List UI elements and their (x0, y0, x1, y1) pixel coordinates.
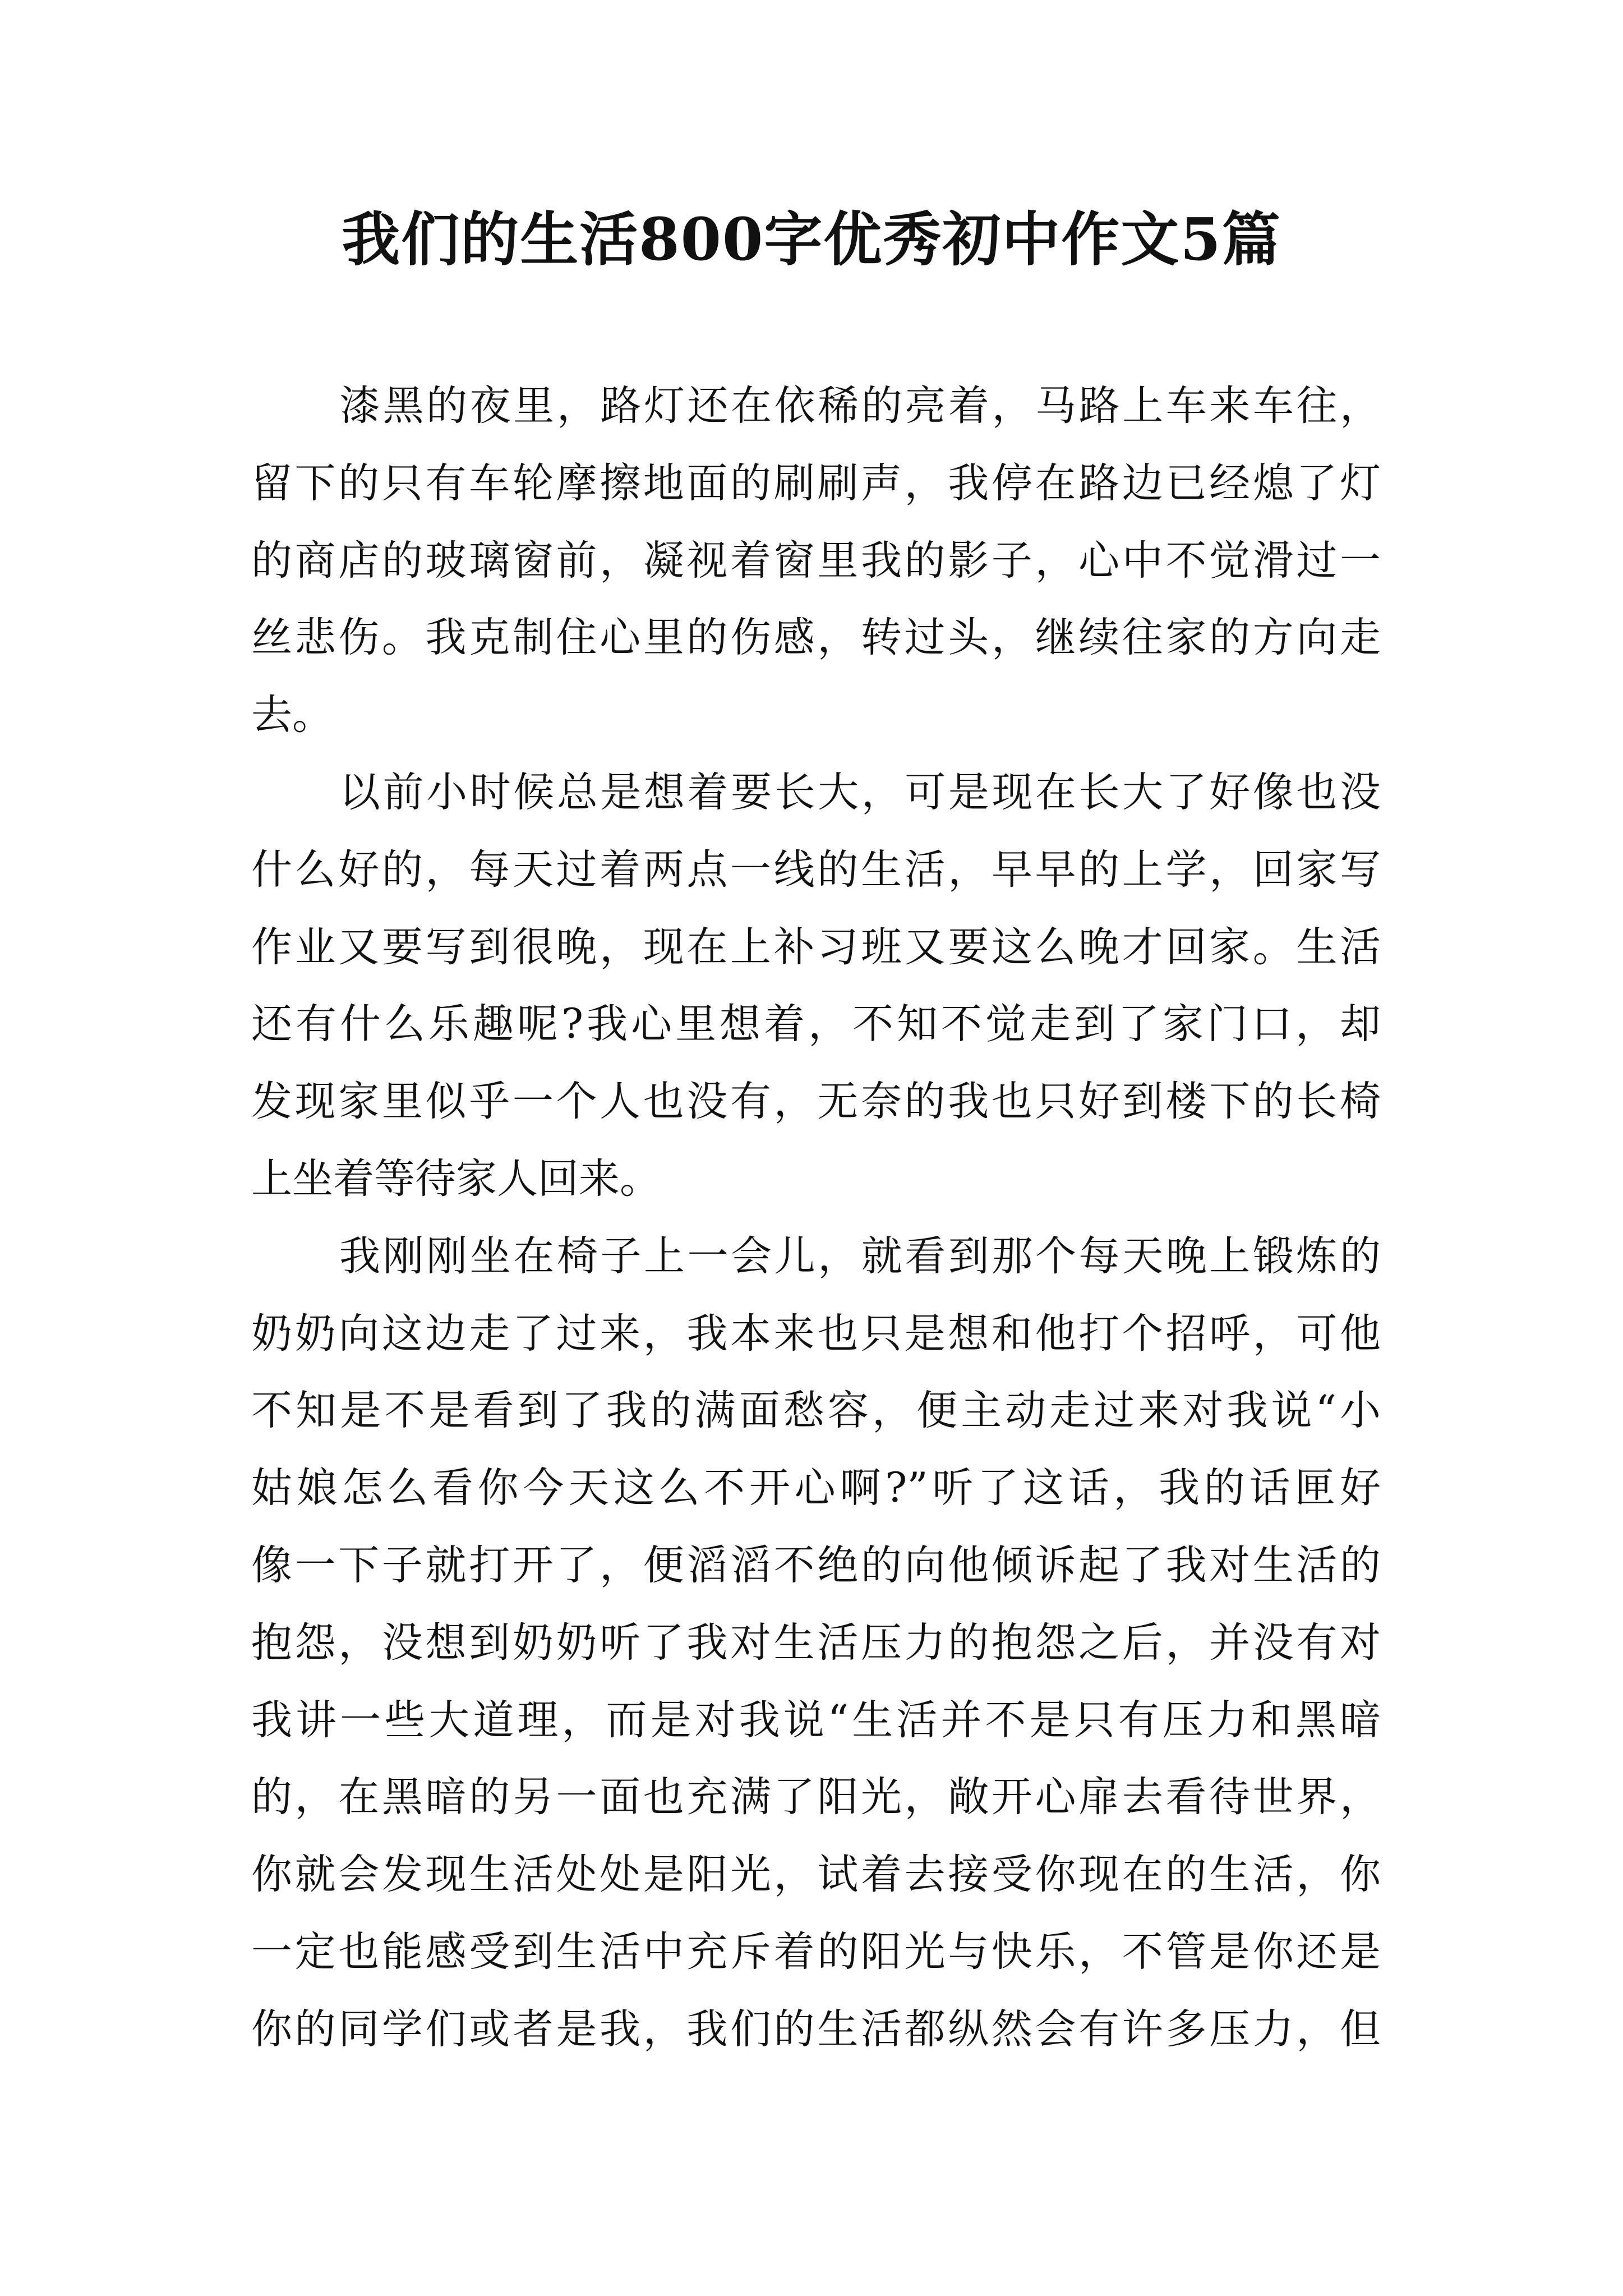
text-line: 像一下子就打开了，便滔滔不绝的向他倾诉起了我对生活的 (251, 1541, 1381, 1589)
text-line: 还有什么乐趣呢?我心里想着，不知不觉走到了家门口，却 (251, 1000, 1381, 1048)
text-line: 的商店的玻璃窗前，凝视着窗里我的影子，心中不觉滑过一 (251, 536, 1381, 585)
text-line: 留下的只有车轮摩擦地面的刷刷声，我停在路边已经熄了灯 (251, 459, 1381, 507)
text-line: 去。 (251, 691, 333, 739)
text-line: 以前小时候总是想着要长大，可是现在长大了好像也没 (339, 768, 1381, 816)
text-line: 你的同学们或者是我，我们的生活都纵然会有许多压力，但 (251, 2005, 1381, 2053)
document-body (251, 367, 1381, 2068)
text-line: 姑娘怎么看你今天这么不开心啊?”听了这话，我的话匣好 (251, 1464, 1381, 1512)
text-line: 一定也能感受到生活中充斥着的阳光与快乐，不管是你还是 (251, 1927, 1381, 1976)
text-line: 抱怨，没想到奶奶听了我对生活压力的抱怨之后，并没有对 (251, 1618, 1381, 1667)
text-line: 你就会发现生活处处是阳光，试着去接受你现在的生活，你 (251, 1851, 1381, 1899)
text-line: 的，在黑暗的另一面也充满了阳光，敞开心扉去看待世界， (251, 1773, 1381, 1821)
text-line: 我讲一些大道理，而是对我说“生活并不是只有压力和黑暗 (251, 1696, 1381, 1744)
text-line: 我刚刚坐在椅子上一会儿，就看到那个每天晚上锻炼的 (339, 1232, 1381, 1280)
text-line: 奶奶向这边走了过来，我本来也只是想和他打个招呼，可他 (251, 1309, 1381, 1358)
document-title: 我们的生活800字优秀初中作文5篇 (342, 205, 1281, 274)
text-line: 发现家里似乎一个人也没有，无奈的我也只好到楼下的长椅 (251, 1078, 1381, 1126)
text-line: 什么好的，每天过着两点一线的生活，早早的上学，回家写 (251, 845, 1381, 894)
text-line: 上坐着等待家人回来。 (251, 1154, 661, 1203)
text-line: 丝悲伤。我克制住心里的伤感，转过头，继续往家的方向走 (251, 614, 1381, 662)
text-line: 不知是不是看到了我的满面愁容，便主动走过来对我说“小 (251, 1387, 1381, 1435)
text-line: 作业又要写到很晚，现在上补习班又要这么晚才回家。生活 (251, 923, 1381, 971)
text-line: 漆黑的夜里，路灯还在依稀的亮着，马路上车来车往， (339, 382, 1381, 430)
